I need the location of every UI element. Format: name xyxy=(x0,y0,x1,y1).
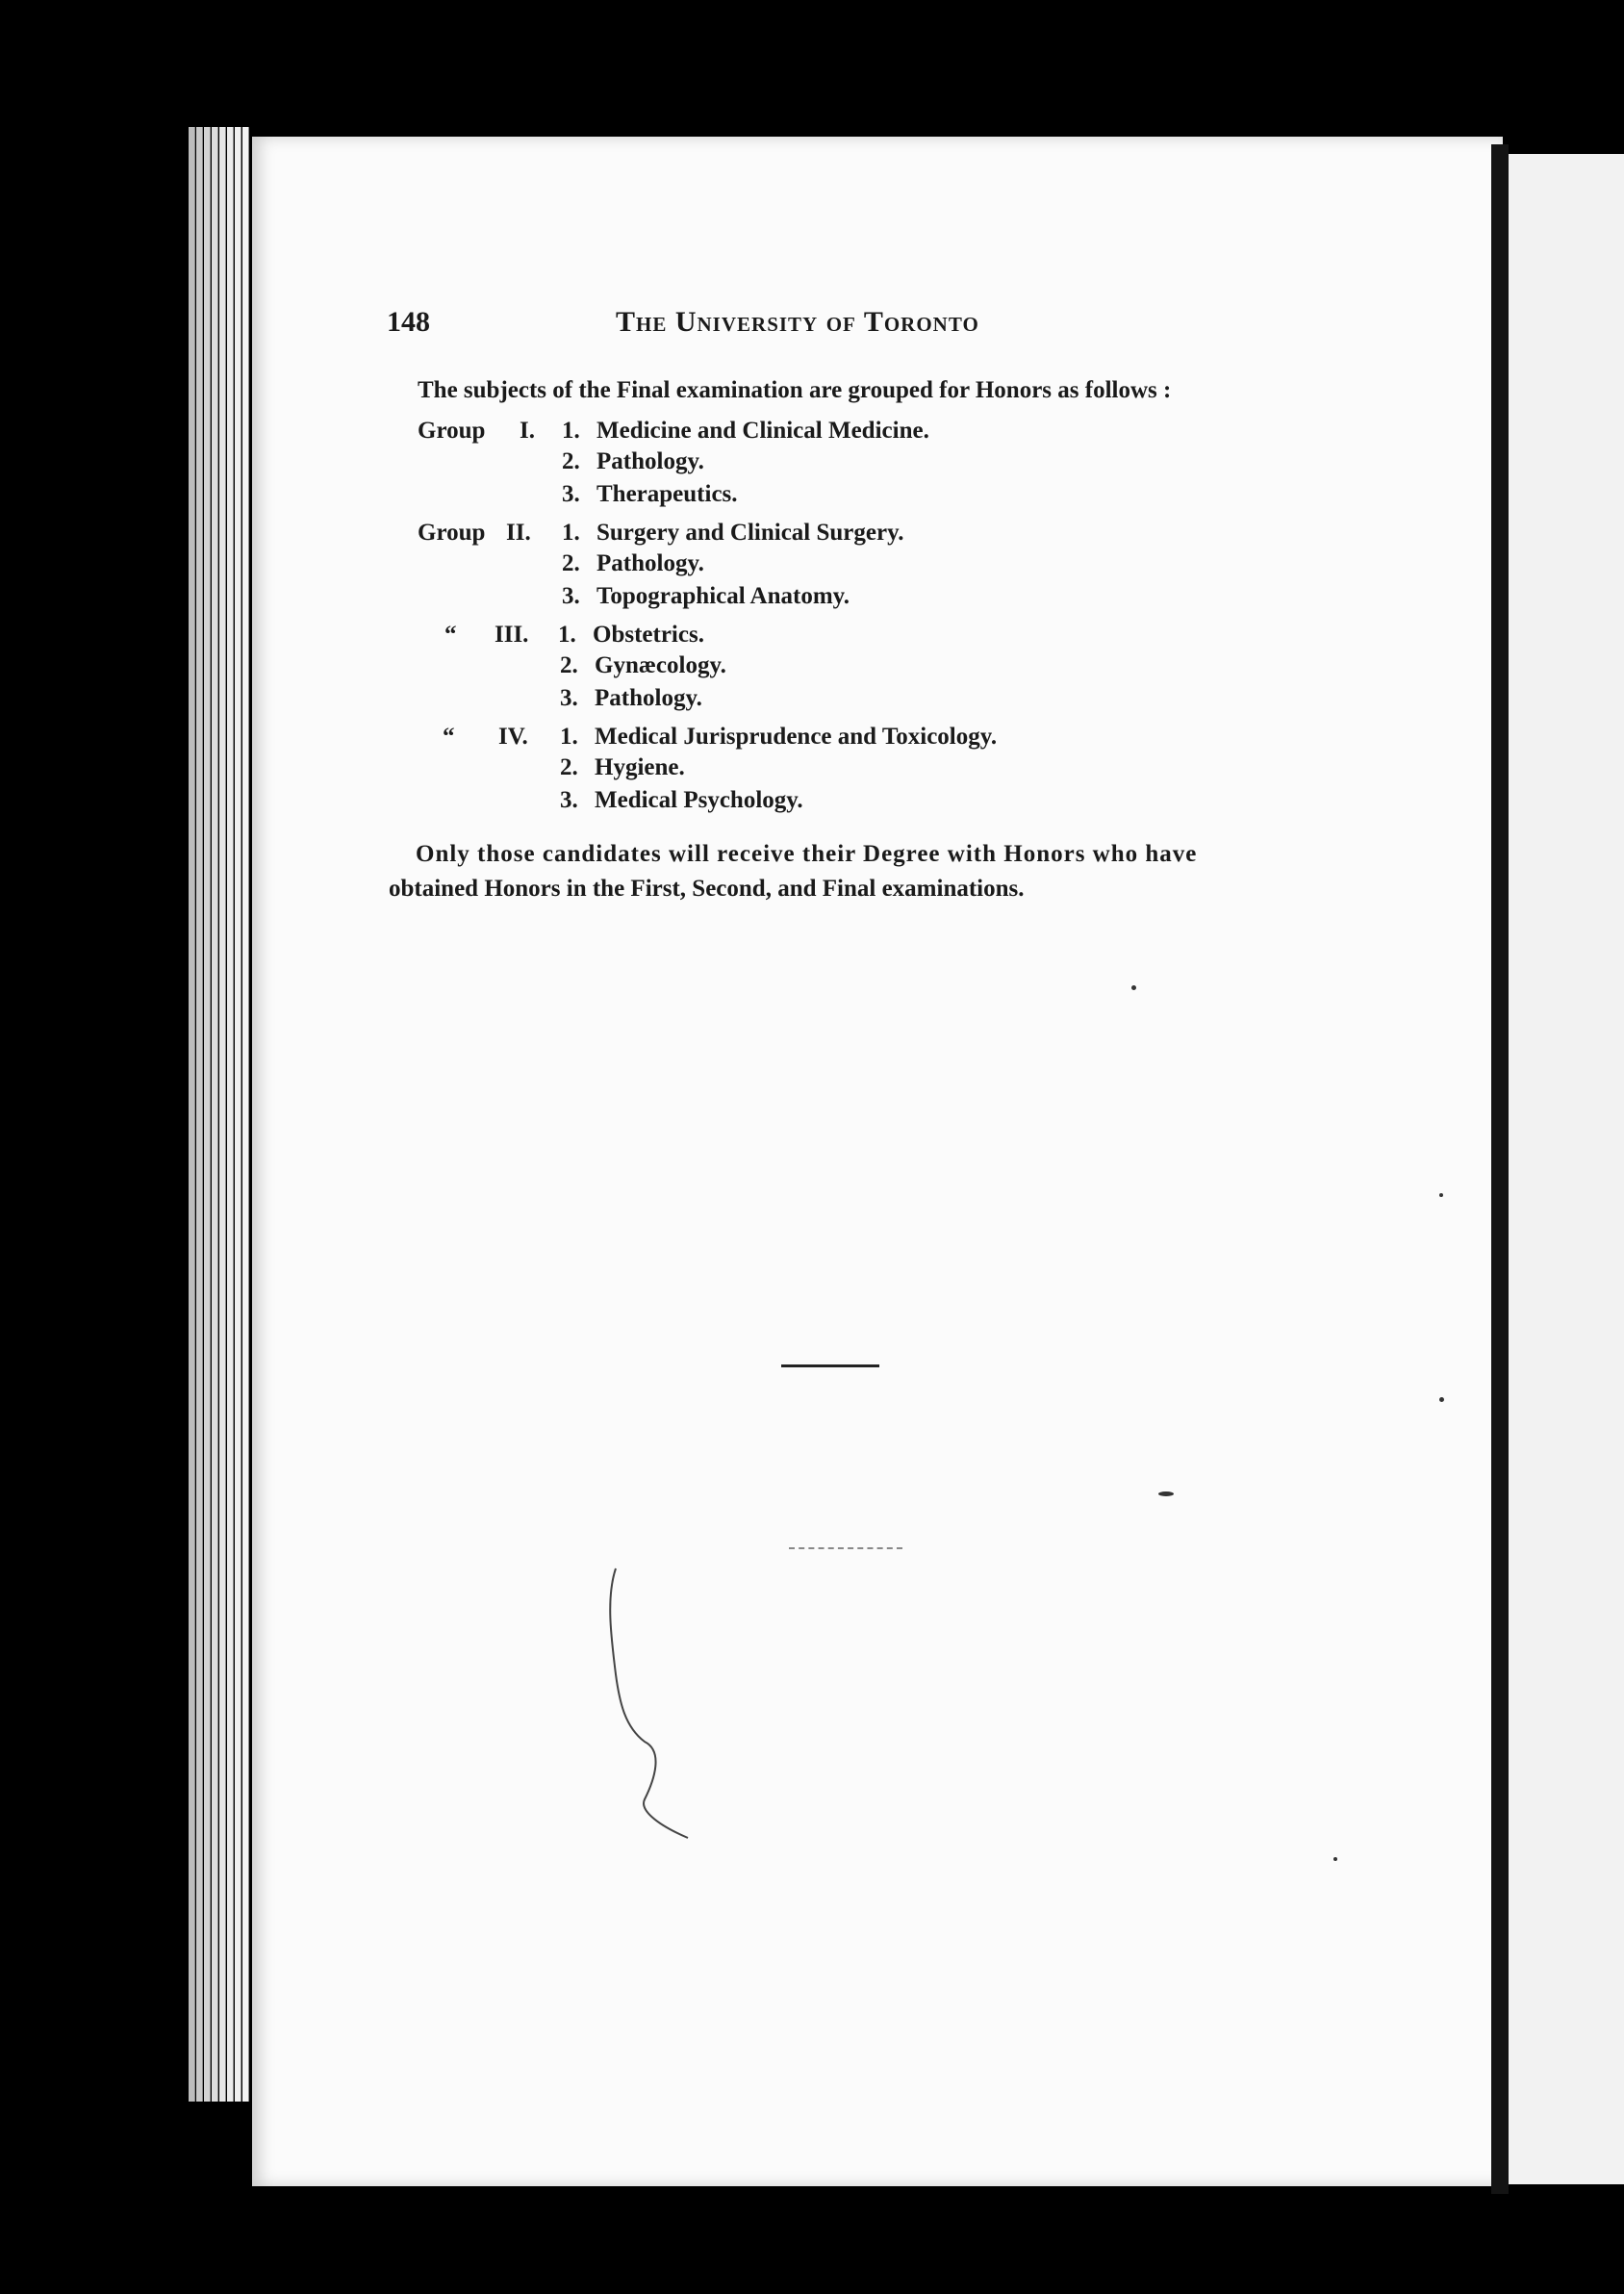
item-number: 1. xyxy=(562,520,580,546)
group-numeral: I. xyxy=(520,418,535,444)
list-item xyxy=(560,754,685,781)
list-item xyxy=(560,652,726,679)
pencil-scribble xyxy=(596,1559,731,1848)
list-item xyxy=(560,787,803,814)
ink-speck xyxy=(1333,1857,1337,1861)
item-number: 2. xyxy=(562,550,580,576)
item-number: 3. xyxy=(562,481,580,507)
list-item xyxy=(558,622,704,649)
item-text: Obstetrics. xyxy=(593,622,704,648)
page-edge xyxy=(196,127,203,2102)
list-item xyxy=(562,448,704,475)
list-item xyxy=(560,685,702,712)
faint-dash-mark xyxy=(789,1547,902,1549)
item-text: Pathology. xyxy=(596,448,704,474)
item-number: 1. xyxy=(562,418,580,444)
ditto-mark: “ xyxy=(443,724,455,750)
item-text: Pathology. xyxy=(596,550,704,576)
list-item xyxy=(562,583,850,610)
item-number: 2. xyxy=(560,754,578,780)
item-number: 2. xyxy=(562,448,580,474)
page-edge xyxy=(219,127,226,2102)
page-number: 148 xyxy=(387,306,430,338)
item-text: Hygiene. xyxy=(595,754,685,780)
item-text: Surgery and Clinical Surgery. xyxy=(596,520,904,546)
intro-paragraph: The subjects of the Final examination are grouped for Honors as follows : xyxy=(418,377,1172,403)
group-numeral: II. xyxy=(506,520,531,546)
page-edge xyxy=(242,127,249,2102)
ink-speck xyxy=(1131,985,1136,990)
page-edge xyxy=(212,127,218,2102)
ink-speck xyxy=(1439,1397,1444,1402)
page-edge xyxy=(189,127,195,2102)
item-number: 2. xyxy=(560,652,578,678)
item-number: 1. xyxy=(560,724,578,750)
list-item xyxy=(562,418,929,445)
item-text: Pathology. xyxy=(595,685,702,711)
closing-paragraph-line: obtained Honors in the First, Second, and Final examinations. xyxy=(389,876,1025,902)
ditto-mark: “ xyxy=(444,622,457,648)
item-text: Therapeutics. xyxy=(596,481,738,507)
list-item xyxy=(562,550,704,577)
item-number: 3. xyxy=(560,685,578,711)
item-number: 3. xyxy=(562,583,580,609)
list-item xyxy=(562,520,903,547)
list-item xyxy=(562,481,738,508)
section-end-rule xyxy=(781,1364,879,1367)
group-numeral: III. xyxy=(495,622,529,648)
item-text: Topographical Anatomy. xyxy=(596,583,850,609)
book-binding xyxy=(1491,144,1509,2194)
page-edge xyxy=(227,127,234,2102)
item-text: Medical Jurisprudence and Toxicology. xyxy=(595,724,998,750)
group-label: Group xyxy=(418,520,486,546)
group-label: Group xyxy=(418,418,486,444)
group-numeral: IV. xyxy=(498,724,528,750)
item-number: 3. xyxy=(560,787,578,813)
page-edge xyxy=(235,127,241,2102)
ink-speck xyxy=(1158,1491,1174,1496)
facing-page xyxy=(1509,154,1624,2184)
item-number: 1. xyxy=(558,622,576,648)
item-text: Gynæcology. xyxy=(595,652,726,678)
item-text: Medical Psychology. xyxy=(595,787,803,813)
ink-speck xyxy=(1439,1193,1443,1197)
list-item xyxy=(560,724,997,751)
closing-paragraph-line: Only those candidates will receive their Degree with Honors who have xyxy=(416,841,1198,867)
item-text: Medicine and Clinical Medicine. xyxy=(596,418,929,444)
page-edge xyxy=(204,127,211,2102)
running-head: The University of Toronto xyxy=(616,306,979,338)
